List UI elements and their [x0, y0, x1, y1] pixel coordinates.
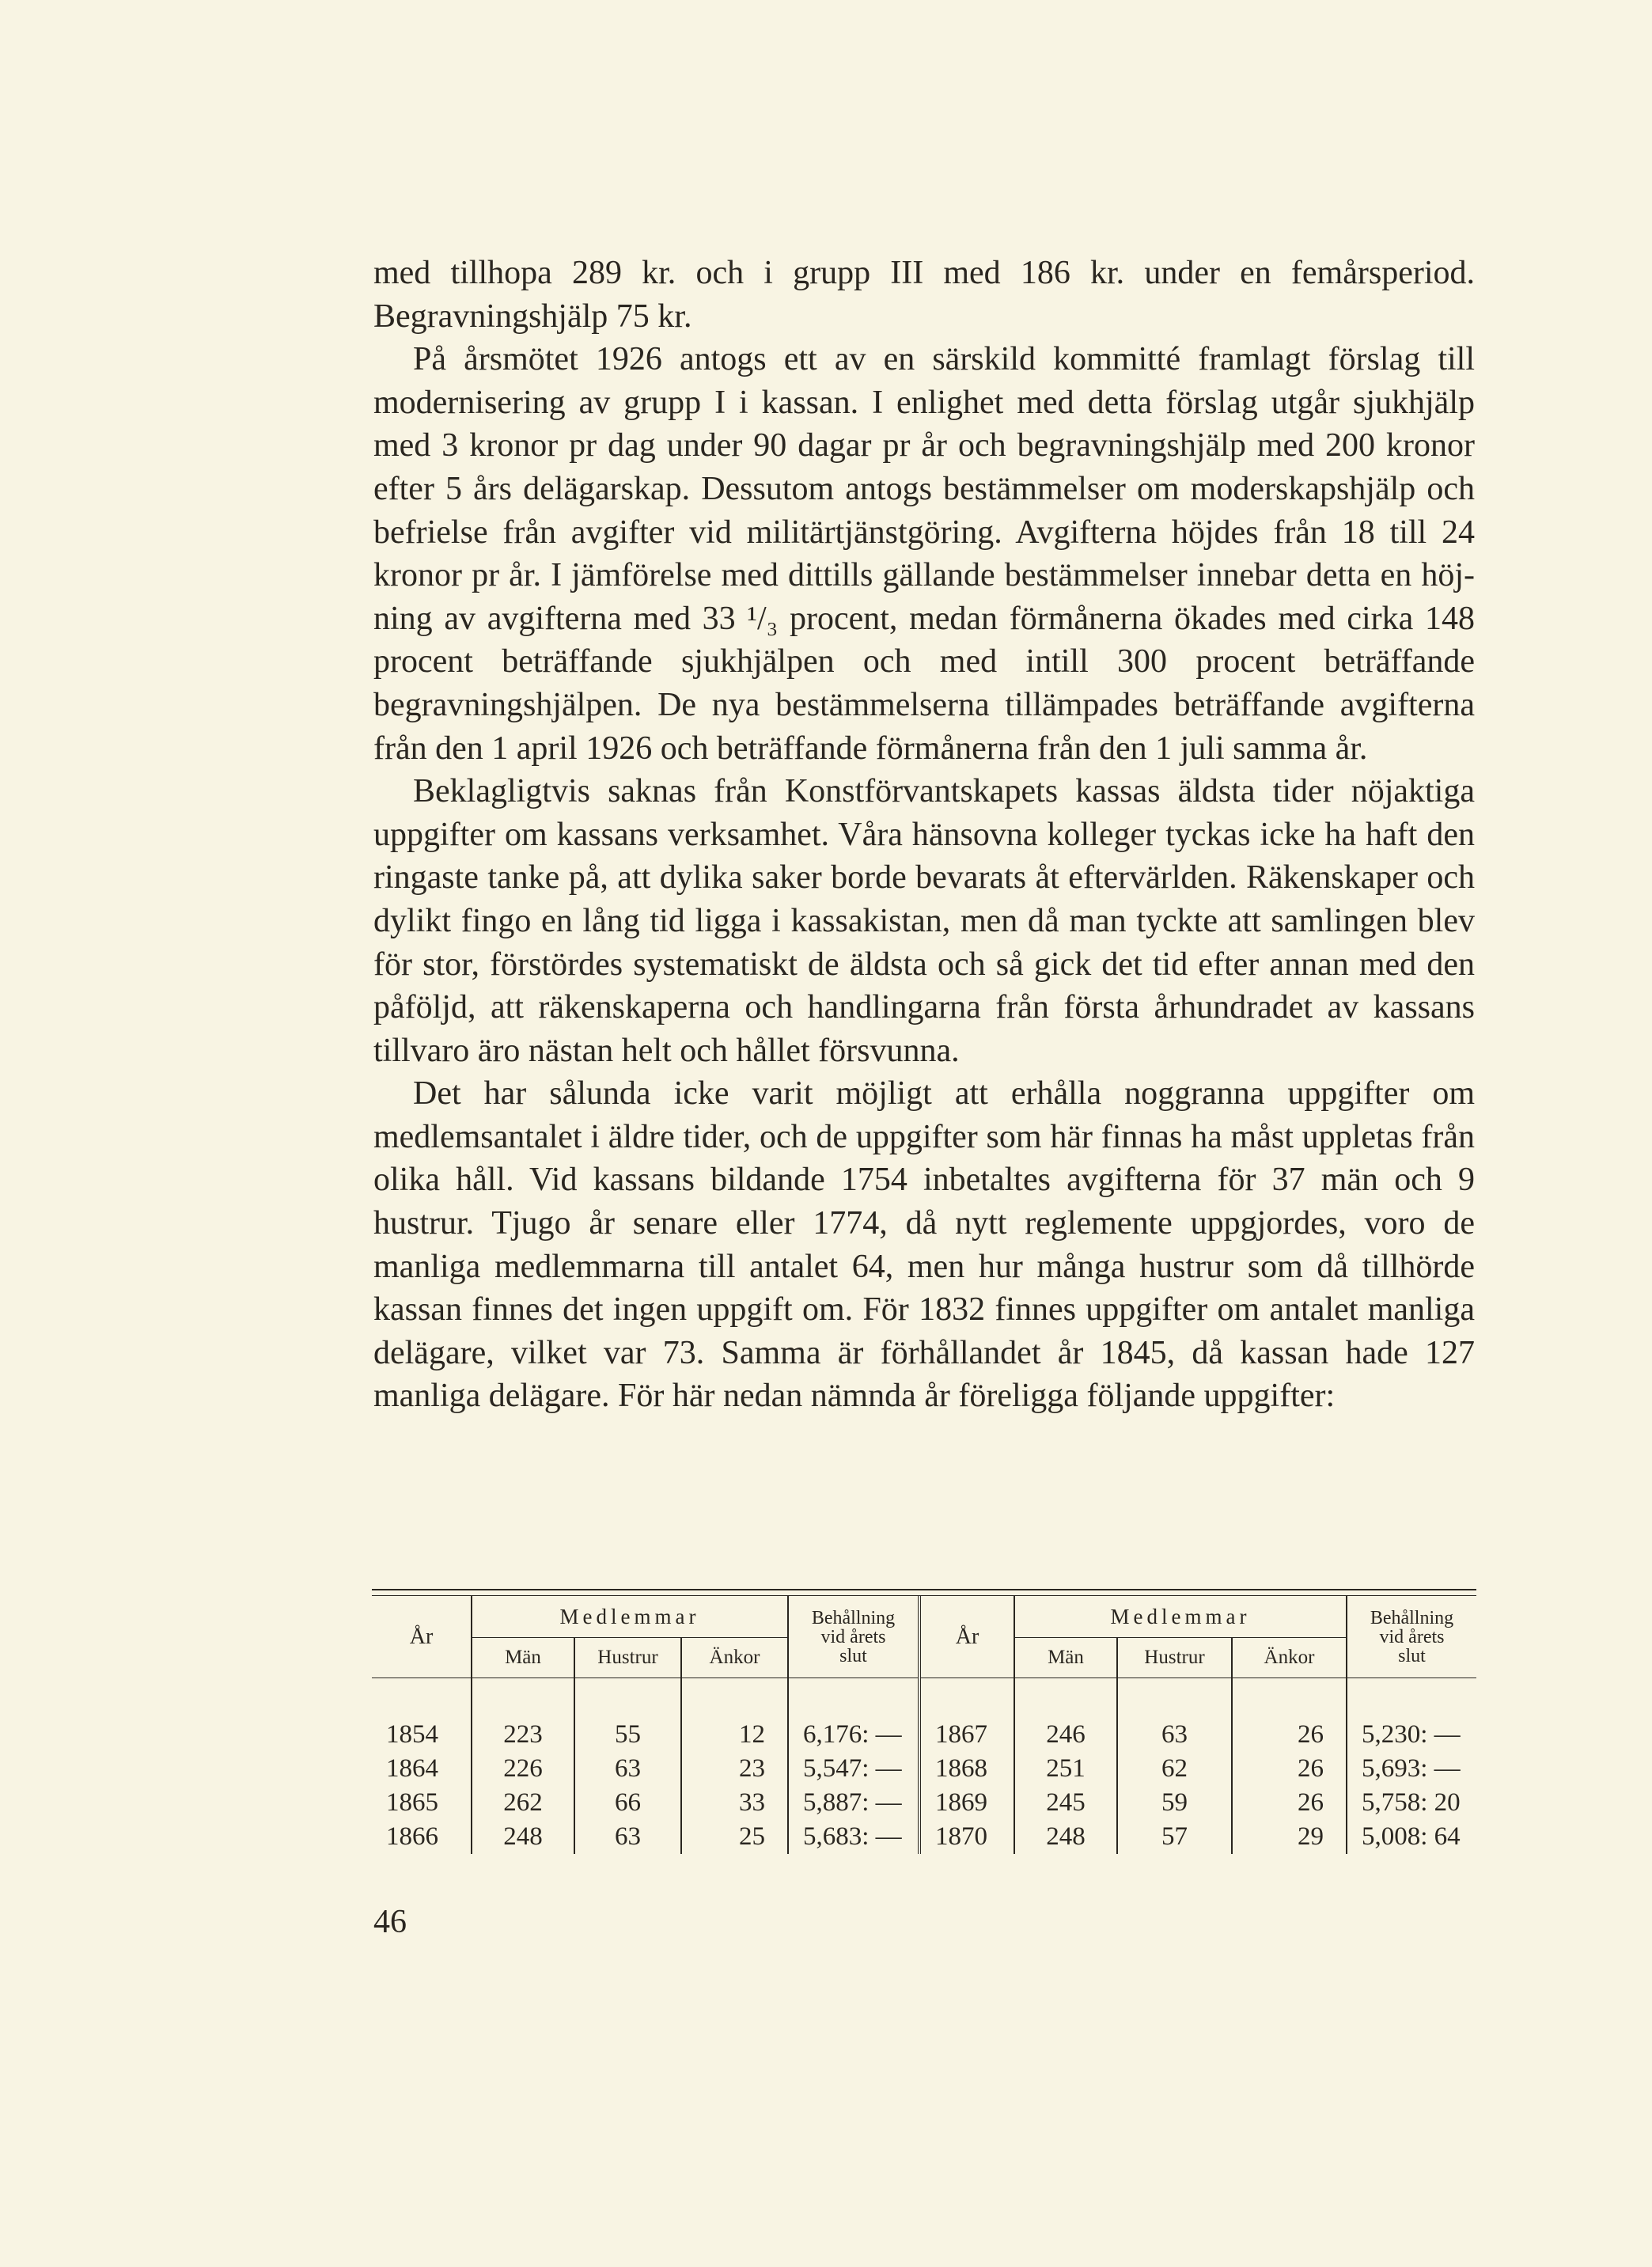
body-text [373, 252, 1475, 1418]
header-year-right: År [919, 1596, 1014, 1678]
cell-year: 1866 [386, 1822, 438, 1851]
cell-widows: 26 [1232, 1718, 1347, 1752]
header-balance-line1: Behållning [811, 1607, 896, 1628]
cell-balance: 5,887: — [788, 1786, 919, 1820]
header-balance-line1: Behållning [1370, 1607, 1454, 1628]
paragraph: med tillhopa 289 kr. och i grupp III med 186 kr. under en femårsperiod. Begravningshjälp 75 kr. [373, 255, 1475, 335]
page-number: 46 [373, 1904, 407, 1940]
header-balance-right [1347, 1596, 1476, 1678]
header-members-left: Medlemmar [472, 1596, 788, 1638]
cell-wives: 63 [574, 1820, 681, 1854]
header-balance-line2: vid årets [820, 1626, 886, 1647]
cell-year: 1869 [919, 1786, 1014, 1820]
cell-year: 1854 [386, 1720, 438, 1749]
cell-wives: 62 [1117, 1752, 1232, 1786]
table-row [372, 1786, 1476, 1820]
cell-balance: 5,547: — [788, 1752, 919, 1786]
cell-balance: 5,683: — [788, 1820, 919, 1854]
header-year-left: År [409, 1624, 434, 1649]
header-separator [372, 1678, 1476, 1719]
cell-men: 226 [472, 1752, 574, 1786]
cell-men: 251 [1014, 1752, 1117, 1786]
cell-men: 262 [472, 1786, 574, 1820]
header-men-left: Män [472, 1638, 574, 1678]
header-balance-left [788, 1596, 919, 1678]
cell-year: 1867 [919, 1718, 1014, 1752]
paragraph: Det har sålunda icke varit möjligt att erhålla noggranna uppgifter om medlemsantalet i äldre tider, och de uppgifter som här finnas ha måst uppletas från olika håll. Vid kassans bildande 1754 inbetaltes avgifterna för 37 män och 9 hustrur. Tjugo år senare eller 1774, då nytt reglemente uppgjordes, voro de manliga medlemmarna till antalet 64, men hur många hustrur som då tillhörde kassan finnes det ingen uppgift om. För 1832 finnes uppgifter om antalet manliga delägare, vilket var 73. Samma är förhållandet år 1845, då kassan hade 127 manliga delägare. För här nedan nämnda år föreligga följande uppgifter: [373, 1075, 1475, 1415]
header-balance-line2: vid årets [1379, 1626, 1445, 1647]
header-wives-right: Hustrur [1117, 1638, 1232, 1678]
cell-wives: 66 [574, 1786, 681, 1820]
header-members-right: Medlemmar [1014, 1596, 1347, 1638]
cell-wives: 63 [1117, 1718, 1232, 1752]
cell-widows: 26 [1232, 1752, 1347, 1786]
cell-men: 248 [1014, 1820, 1117, 1854]
membership-grid [372, 1596, 1476, 1854]
cell-men: 248 [472, 1820, 574, 1854]
cell-widows: 12 [681, 1718, 788, 1752]
cell-men: 223 [472, 1718, 574, 1752]
cell-wives: 63 [574, 1752, 681, 1786]
table-row [372, 1820, 1476, 1854]
cell-widows: 26 [1232, 1786, 1347, 1820]
cell-year: 1868 [919, 1752, 1014, 1786]
membership-table [372, 1589, 1476, 1854]
cell-balance: 5,693: — [1347, 1752, 1476, 1786]
cell-widows: 25 [681, 1820, 788, 1854]
cell-balance: 5,758: 20 [1347, 1786, 1476, 1820]
paragraph: Beklagligtvis saknas från Konstförvantskapets kassas äldsta tider nöjaktiga uppgifter om kassans verksamhet. Våra hänsovna kolleger tyckas icke ha haft den ringaste tanke på, att dylika saker borde bevarats åt eftervärlden. Räkenskaper och dylikt fingo en lång tid ligga i kassakistan, men då man tyckte att samlingen blev för stor, förstördes systematiskt de äldsta och så gick det tid efter annan med den påföljd, att räkenskaperna och handlingarna från första århundradet av kassans tillvaro äro nästan helt och hållet försvunna. [373, 773, 1475, 1069]
cell-wives: 55 [574, 1718, 681, 1752]
cell-widows: 29 [1232, 1820, 1347, 1854]
cell-men: 245 [1014, 1786, 1117, 1820]
cell-wives: 57 [1117, 1820, 1232, 1854]
cell-balance: 5,230: — [1347, 1718, 1476, 1752]
cell-men: 246 [1014, 1718, 1117, 1752]
table-top-rule [372, 1589, 1476, 1590]
paragraph: På årsmötet 1926 antogs ett av en särskild kommitté framlagt förslag till modernisering av grupp I i kassan. I enlighet med detta förslag utgår sjukhjälp med 3 kronor pr dag under 90 dagar pr år och begravningshjälp med 200 kronor efter 5 års delägarskap. Dessutom antogs bestämmelser om moderskapshjälp och befrielse från avgifter vid militärtjänstgöring. Avgifterna höjdes från 18 till 24 kronor pr år. I jämförelse med dittills gällande bestämmelser innebar detta en höjning av avgifterna med 33 ¹/₃ procent, medan förmånerna ökades med cirka 148 procent beträffande sjukhjälpen och med intill 300 procent beträffande begravningshjälpen. De nya bestämmelserna tillämpades beträffande avgifterna från den 1 april 1926 och beträffande förmånerna från den 1 juli samma år. [373, 341, 1475, 767]
cell-year: 1864 [386, 1754, 438, 1783]
table-row [372, 1752, 1476, 1786]
cell-balance: 5,008: 64 [1347, 1820, 1476, 1854]
cell-year: 1865 [386, 1788, 438, 1817]
header-wives-left: Hustrur [574, 1638, 681, 1678]
cell-widows: 23 [681, 1752, 788, 1786]
header-balance-line3: slut [839, 1645, 867, 1666]
header-widows-left: Änkor [681, 1638, 788, 1678]
cell-widows: 33 [681, 1786, 788, 1820]
cell-year: 1870 [919, 1820, 1014, 1854]
cell-balance: 6,176: — [788, 1718, 919, 1752]
table-row [372, 1718, 1476, 1752]
cell-wives: 59 [1117, 1786, 1232, 1820]
header-widows-right: Änkor [1232, 1638, 1347, 1678]
header-balance-line3: slut [1398, 1645, 1426, 1666]
header-men-right: Män [1014, 1638, 1117, 1678]
